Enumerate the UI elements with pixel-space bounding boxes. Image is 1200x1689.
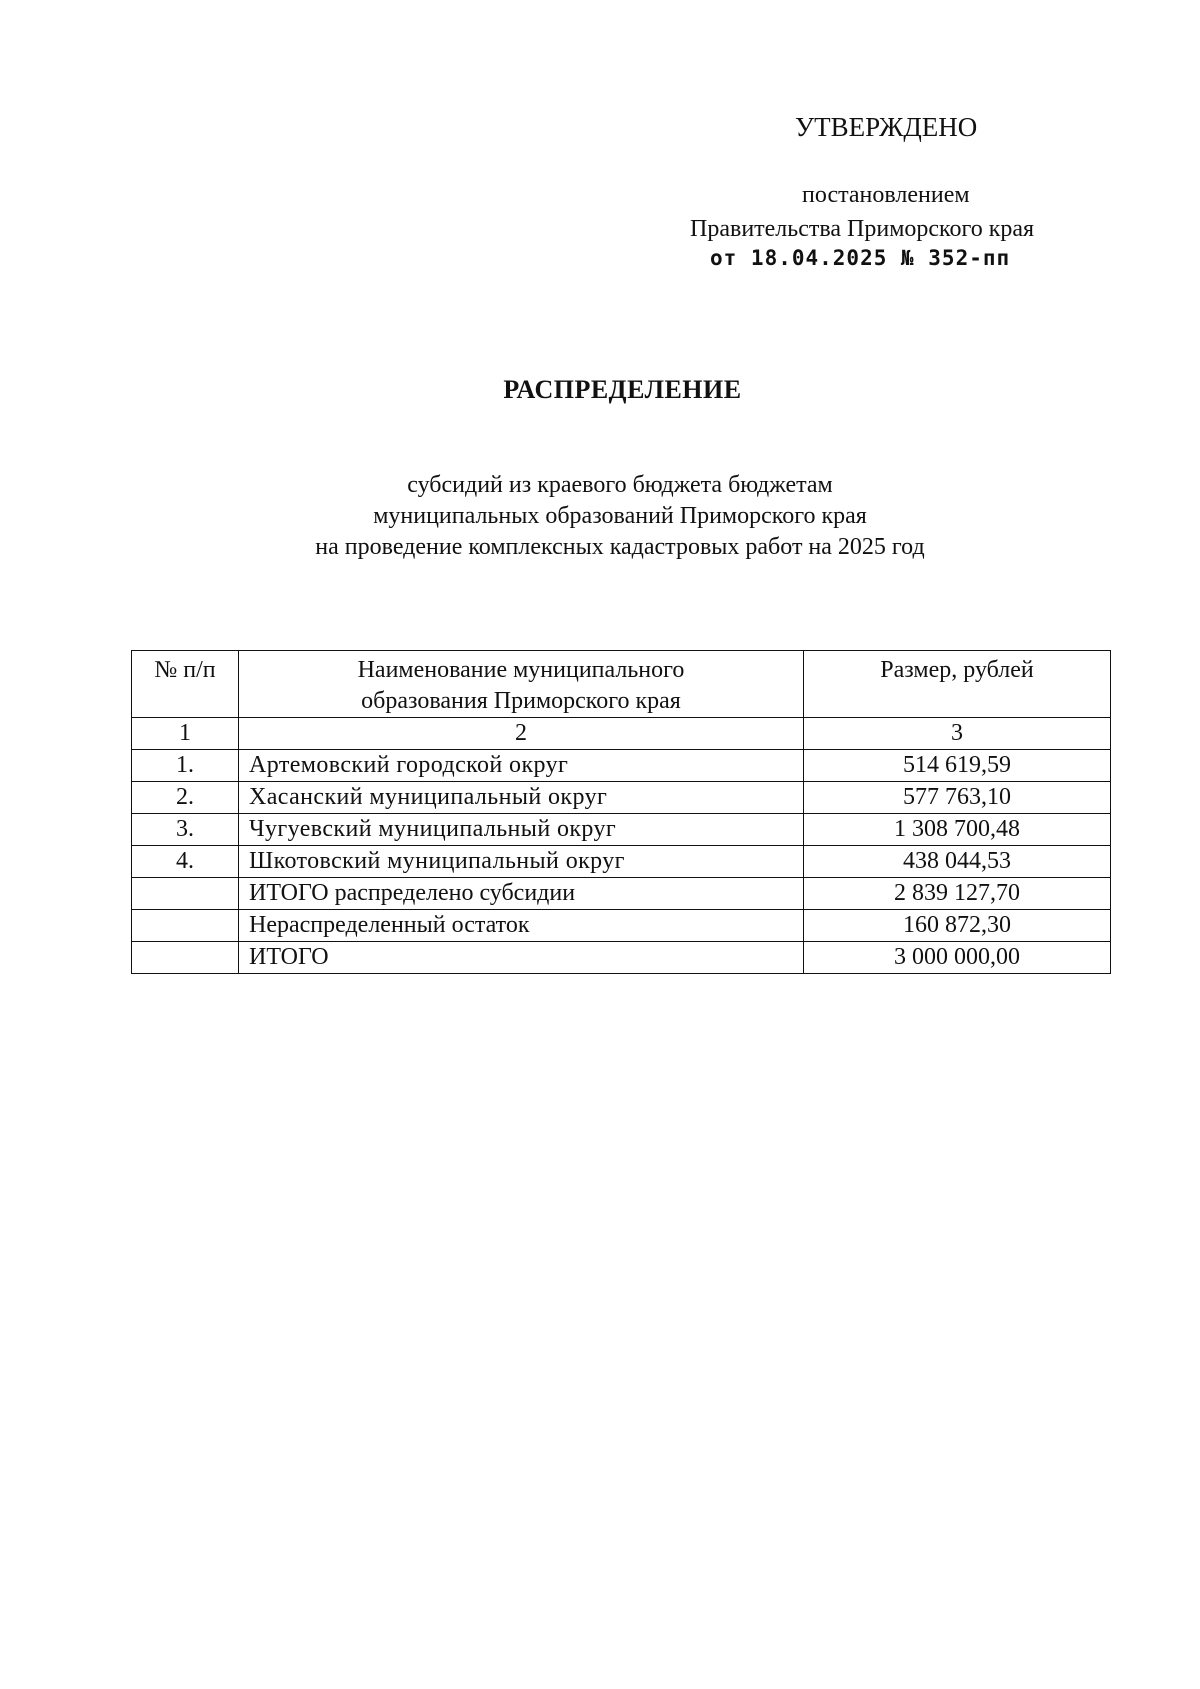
row-municipality: Артемовский городской округ [239, 750, 804, 782]
subtitle-line-2: муниципальных образований Приморского края [373, 503, 867, 529]
row-amount: 1 308 700,48 [804, 814, 1111, 846]
table-row [132, 846, 1111, 878]
table-header-row [132, 651, 1111, 718]
approved-by-label: постановлением [802, 182, 970, 208]
header-number: № п/п [132, 651, 239, 718]
column-index-3: 3 [804, 718, 1111, 750]
table-row-subtotal [132, 878, 1111, 910]
row-number: 1. [132, 750, 239, 782]
row-number: 2. [132, 782, 239, 814]
row-amount: 3 000 000,00 [804, 942, 1111, 974]
row-amount: 577 763,10 [804, 782, 1111, 814]
row-municipality: Нераспределенный остаток [239, 910, 804, 942]
header-municipality-line-1: Наименование муниципального [357, 657, 685, 683]
header-municipality [239, 651, 804, 718]
header-amount: Размер, рублей [804, 651, 1111, 718]
document-title: РАСПРЕДЕЛЕНИЕ [503, 375, 742, 404]
column-index-2: 2 [239, 718, 804, 750]
decree-number-stamp: от 18.04.2025 № 352-пп [710, 246, 1011, 270]
subtitle-line-1: субсидий из краевого бюджета бюджетам [407, 472, 833, 498]
row-municipality: Хасанский муниципальный округ [239, 782, 804, 814]
column-index-row [132, 718, 1111, 750]
row-amount: 160 872,30 [804, 910, 1111, 942]
row-municipality: Шкотовский муниципальный округ [239, 846, 804, 878]
row-number: 4. [132, 846, 239, 878]
row-amount: 2 839 127,70 [804, 878, 1111, 910]
document-subtitle [0, 470, 1200, 563]
approved-heading: УТВЕРЖДЕНО [795, 112, 978, 142]
column-index-1: 1 [132, 718, 239, 750]
row-number [132, 878, 239, 910]
header-municipality-line-2: образования Приморского края [361, 688, 681, 714]
row-municipality: ИТОГО распределено субсидии [239, 878, 804, 910]
table-row [132, 814, 1111, 846]
distribution-table [131, 650, 1111, 974]
table-row-total [132, 942, 1111, 974]
row-number: 3. [132, 814, 239, 846]
subtitle-line-3: на проведение комплексных кадастровых работ на 2025 год [315, 534, 925, 560]
row-amount: 514 619,59 [804, 750, 1111, 782]
row-municipality: ИТОГО [239, 942, 804, 974]
table-row-remainder [132, 910, 1111, 942]
government-name: Правительства Приморского края [690, 216, 1035, 242]
table-row [132, 750, 1111, 782]
table-row [132, 782, 1111, 814]
row-number [132, 910, 239, 942]
row-municipality: Чугуевский муниципальный округ [239, 814, 804, 846]
row-amount: 438 044,53 [804, 846, 1111, 878]
row-number [132, 942, 239, 974]
